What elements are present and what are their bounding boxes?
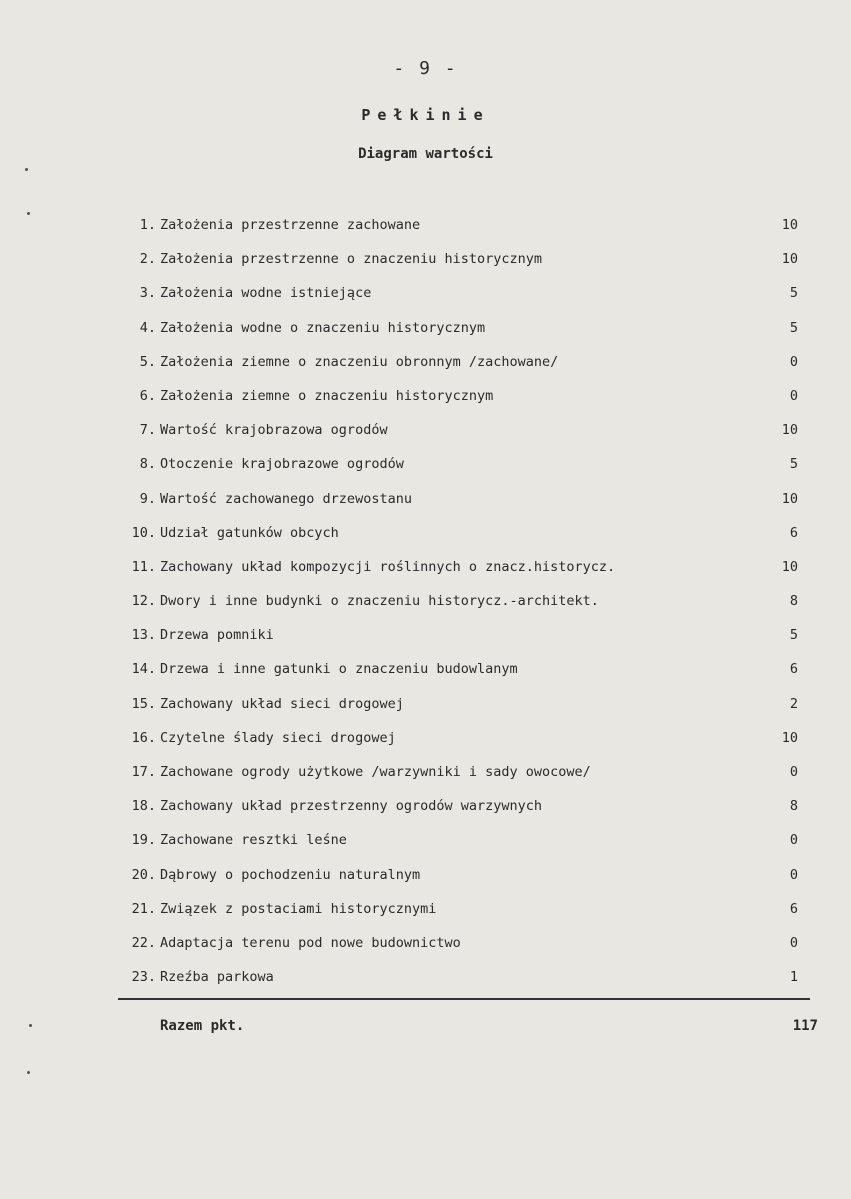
item-label: Drzewa i inne gatunki o znaczeniu budowlanym [160,661,518,678]
list-item [112,730,808,764]
item-label: Rzeźba parkowa [160,969,274,986]
item-label: Wartość zachowanego drzewostanu [160,490,412,507]
item-value: 8 [789,798,798,815]
page-subtitle: Diagram wartości [358,146,493,162]
item-value: 5 [789,456,798,473]
item-number: 1. [139,217,156,233]
item-number: 18. [131,798,156,815]
item-label: Zachowane resztki leśne [160,832,347,849]
item-label: Zachowane ogrody użytkowe /warzywniki i sady owocowe/ [160,764,591,780]
item-number: 6. [139,387,156,404]
list-item [112,832,808,866]
item-number: 5. [139,353,156,370]
item-value: 0 [789,387,798,404]
item-number: 4. [139,319,156,336]
item-number: 17. [131,764,156,780]
list-item [112,422,808,456]
item-value: 0 [789,866,798,883]
item-value: 5 [789,285,798,302]
item-value: 0 [789,832,798,849]
item-label: Dwory i inne budynki o znaczeniu historycz.-architekt. [160,593,599,610]
item-value: 1 [789,969,798,986]
list-item [112,696,808,730]
item-number: 19. [131,832,156,849]
item-value: 10 [781,217,798,233]
item-label: Zachowany układ przestrzenny ogrodów warzywnych [160,798,543,815]
item-value: 6 [789,524,798,541]
item-number: 2. [139,251,156,268]
item-label: Wartość krajobrazowa ogrodów [160,422,388,439]
scan-speck [25,168,28,171]
item-value: 0 [789,764,798,780]
item-number: 7. [139,422,156,439]
list-item [112,456,808,490]
list-item [112,867,808,901]
list-item [112,285,808,319]
item-number: 16. [131,729,156,746]
item-label: Założenia przestrzenne o znaczeniu historycznym [160,251,543,268]
list-item [112,661,808,695]
item-number: 11. [131,558,156,575]
item-number: 14. [131,661,156,678]
list-item [112,217,808,251]
list-item [112,935,808,969]
list-item [112,525,808,559]
item-value: 8 [789,593,798,610]
item-label: Zachowany układ kompozycji roślinnych o znacz.historycz. [160,558,616,575]
item-number: 15. [131,695,156,712]
list-item [112,251,808,285]
item-value: 5 [789,627,798,644]
item-value: 10 [781,490,798,507]
item-number: 9. [139,490,156,507]
scan-speck [29,1024,32,1027]
item-number: 20. [131,866,156,883]
total-value: 117 [792,1018,818,1034]
item-label: Założenia przestrzenne zachowane [160,217,421,233]
item-label: Zachowany układ sieci drogowej [160,695,404,712]
item-number: 13. [131,627,156,644]
item-number: 23. [131,969,156,986]
item-value: 5 [789,319,798,336]
item-label: Drzewa pomniki [160,627,274,644]
item-value: 10 [781,251,798,268]
item-value: 6 [789,900,798,917]
item-label: Założenia wodne o znaczeniu historycznym [160,319,486,336]
item-label: Czytelne ślady sieci drogowej [160,729,396,746]
total-label: Razem pkt. [160,1018,245,1034]
list-item [112,491,808,525]
item-value: 0 [789,934,798,951]
item-label: Otoczenie krajobrazowe ogrodów [160,456,404,473]
list-item [112,627,808,661]
scan-speck [27,1071,30,1074]
list-item [112,354,808,388]
item-value: 0 [789,353,798,370]
item-label: Dąbrowy o pochodzeniu naturalnym [160,866,421,883]
item-number: 22. [131,934,156,951]
list-item [112,764,808,798]
list-item [112,901,808,935]
list-item [112,388,808,422]
scan-speck [27,212,30,215]
item-value: 10 [781,422,798,439]
value-list [112,217,808,1003]
item-value: 2 [789,695,798,712]
item-label: Udział gatunków obcych [160,524,339,541]
page-title: Pełkinie [361,106,490,124]
total-divider [118,998,810,1000]
item-value: 10 [781,729,798,746]
item-value: 10 [781,558,798,575]
item-number: 10. [131,524,156,541]
item-number: 8. [139,456,156,473]
page-number: - 9 - [393,58,458,79]
item-label: Założenia ziemne o znaczeniu obronnym /zachowane/ [160,353,559,370]
item-label: Założenia ziemne o znaczeniu historycznym [160,387,494,404]
item-number: 12. [131,593,156,610]
list-item [112,593,808,627]
item-label: Związek z postaciami historycznymi [160,900,437,917]
list-item [112,559,808,593]
list-item [112,320,808,354]
item-value: 6 [789,661,798,678]
item-number: 21. [131,900,156,917]
item-label: Adaptacja terenu pod nowe budownictwo [160,934,461,951]
item-number: 3. [139,285,156,302]
item-label: Założenia wodne istniejące [160,285,372,302]
list-item [112,798,808,832]
